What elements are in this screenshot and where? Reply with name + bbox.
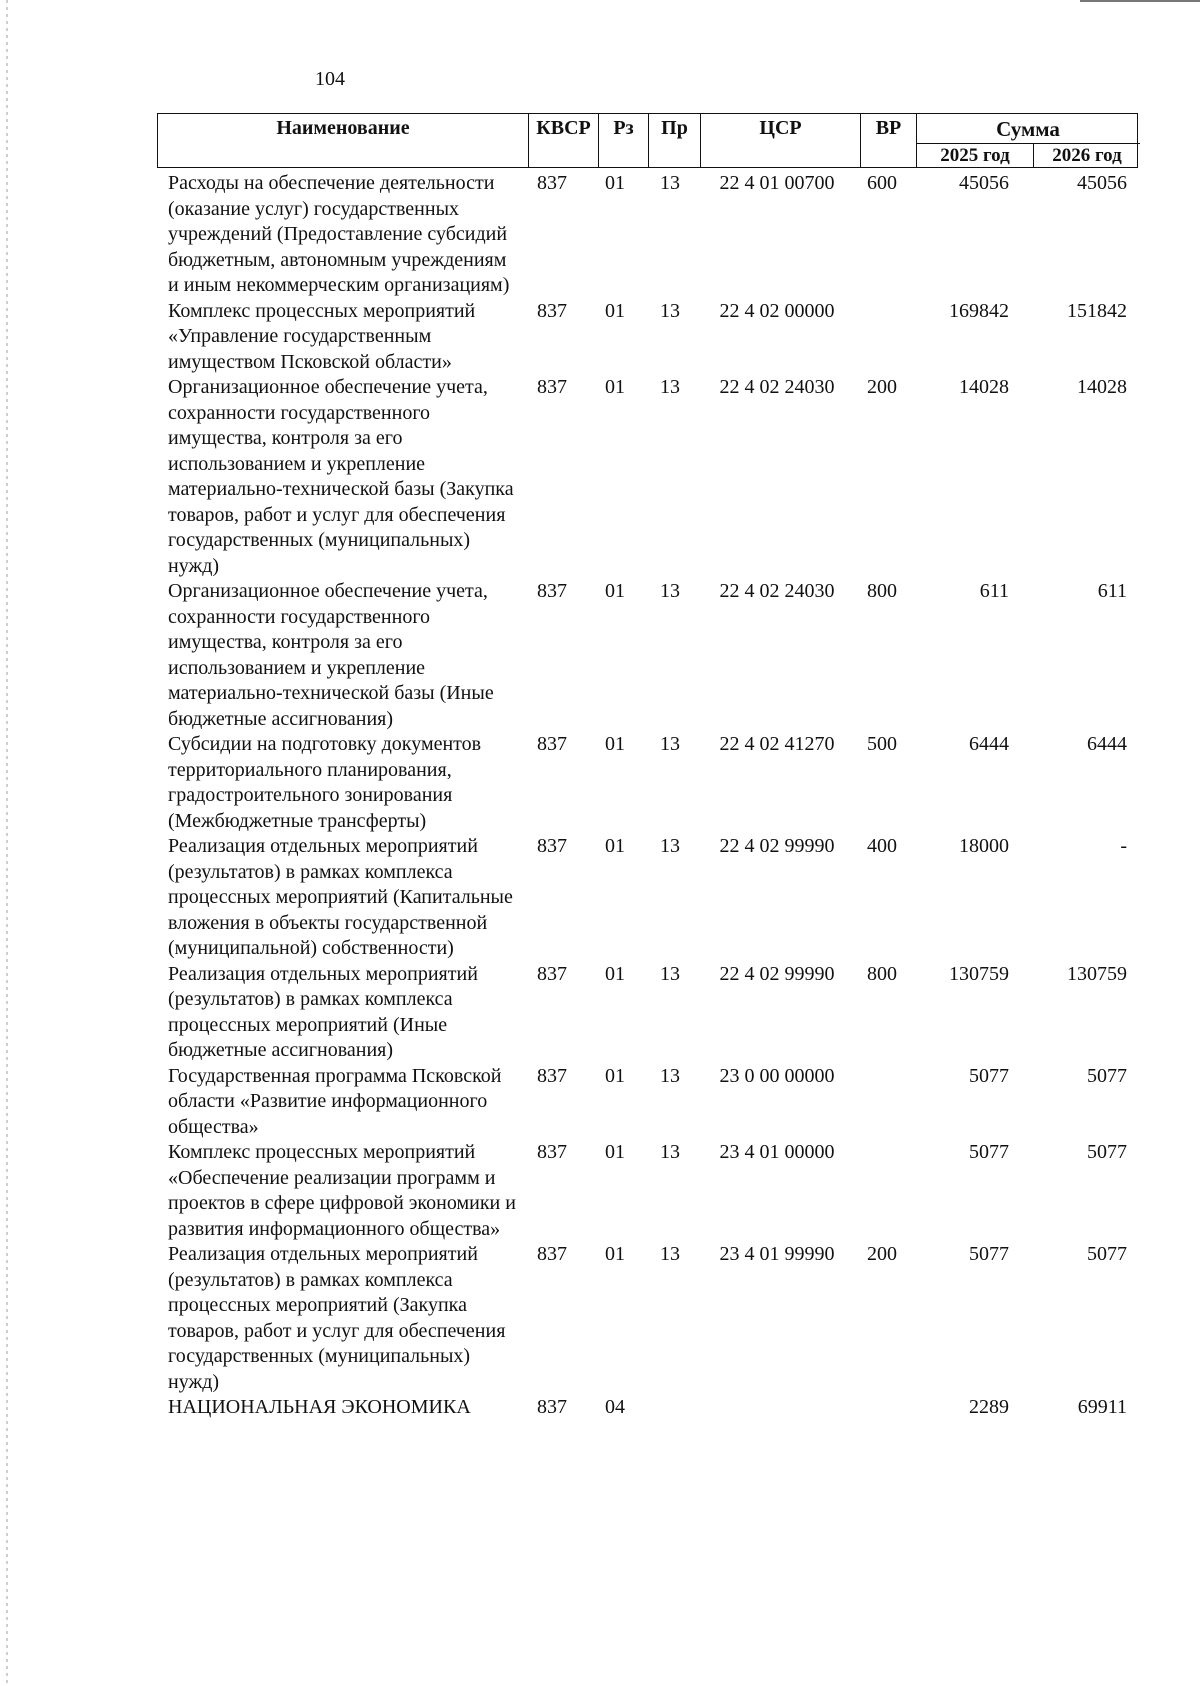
cell-rz: 04	[605, 1396, 625, 1418]
cell-csr: 22 4 02 41270	[719, 733, 835, 755]
cell-kvsr: 837	[537, 376, 567, 398]
cell-csr: 22 4 02 99990	[719, 835, 835, 857]
cell-vr: 600	[867, 172, 897, 194]
header-sum-group	[916, 114, 1139, 167]
cell-pr: 13	[660, 580, 680, 602]
cell-sum-2026: 5077	[1087, 1064, 1127, 1087]
cell-name: Комплекс процессных мероприятий «Управление государственным имуществом Псковской области»	[168, 299, 476, 373]
cell-name: Субсидии на подготовку документов территориального планирования, градостроительного зонирования (Межбюджетные трансферты)	[168, 733, 482, 832]
cell-csr: 23 4 01 00000	[719, 1141, 835, 1163]
cell-name: Реализация отдельных мероприятий (результатов) в рамках комплекса процессных мероприятий (Иные бюджетные ассигнования)	[168, 962, 478, 1061]
cell-name: Организационное обеспечение учета, сохранности государственного имущества, контроля за его использованием и укрепление материально-технической базы (Иные бюджетные ассигнования)	[168, 580, 494, 730]
header-name: Наименование	[276, 117, 410, 139]
cell-sum-2026: 69911	[1077, 1396, 1127, 1418]
cell-sum-2025: 5077	[969, 1243, 1009, 1265]
table-row	[157, 171, 1138, 299]
cell-name: НАЦИОНАЛЬНАЯ ЭКОНОМИКА	[168, 1396, 471, 1418]
cell-name: Комплекс процессных мероприятий «Обеспечение реализации программ и проектов в сфере цифровой экономики и развития информационного общества»	[168, 1141, 516, 1240]
table-row	[157, 299, 1138, 376]
cell-name: Расходы на обеспечение деятельности (оказание услуг) государственных учреждений (Предоставление субсидий бюджетным, автономным учреждениям и иным некоммерческим организациям)	[168, 172, 510, 296]
cell-sum-2026: 5077	[1087, 1243, 1127, 1265]
cell-sum-2026: 45056	[1077, 172, 1127, 194]
cell-pr: 13	[660, 962, 680, 985]
cell-sum-2025: 130759	[949, 962, 1009, 985]
cell-rz: 01	[605, 962, 625, 985]
cell-sum-2025: 5077	[969, 1064, 1009, 1087]
cell-rz: 01	[605, 376, 625, 398]
cell-kvsr: 837	[537, 299, 567, 322]
cell-pr: 13	[660, 835, 680, 857]
table-row	[157, 375, 1138, 579]
cell-sum-2025: 6444	[969, 733, 1009, 755]
cell-kvsr: 837	[537, 1243, 567, 1265]
cell-sum-2025: 45056	[959, 172, 1009, 194]
header-year-2025: 2025 год	[917, 143, 1033, 167]
cell-kvsr: 837	[537, 172, 567, 194]
cell-sum-2025: 18000	[959, 835, 1009, 857]
cell-name: Организационное обеспечение учета, сохранности государственного имущества, контроля за его использованием и укрепление материально-технической базы (Закупка товаров, работ и услуг для обеспечения государственных (муниципальных) нужд)	[168, 376, 514, 577]
header-year-2026: 2026 год	[1033, 143, 1140, 167]
cell-rz: 01	[605, 1141, 625, 1163]
cell-kvsr: 837	[537, 1064, 567, 1087]
cell-csr: 22 4 02 24030	[719, 580, 835, 602]
table-row	[157, 834, 1138, 962]
cell-sum-2025: 2289	[969, 1396, 1009, 1418]
cell-name: Государственная программа Псковской области «Развитие информационного общества»	[168, 1064, 502, 1138]
cell-sum-2026: -	[1120, 835, 1127, 857]
cell-rz: 01	[605, 835, 625, 857]
top-edge-line	[1080, 0, 1200, 2]
page-number: 104	[315, 68, 345, 90]
cell-vr: 400	[867, 835, 897, 857]
header-rz: Рз	[598, 114, 648, 167]
header-vr: ВР	[860, 114, 916, 167]
cell-rz: 01	[605, 299, 625, 322]
cell-kvsr: 837	[537, 733, 567, 755]
cell-kvsr: 837	[537, 962, 567, 985]
cell-sum-2026: 6444	[1087, 733, 1127, 755]
cell-rz: 01	[605, 172, 625, 194]
cell-sum-2025: 169842	[949, 299, 1009, 322]
cell-rz: 01	[605, 733, 625, 755]
cell-name: Реализация отдельных мероприятий (результатов) в рамках комплекса процессных мероприятий (Закупка товаров, работ и услуг для обеспечения государственных (муниципальных) нужд)	[168, 1243, 506, 1393]
cell-sum-2026: 130759	[1067, 962, 1127, 985]
cell-vr: 500	[867, 733, 897, 755]
table-row	[157, 1242, 1138, 1395]
cell-csr: 22 4 02 99990	[719, 962, 835, 985]
table-row	[157, 962, 1138, 1064]
table-header	[157, 113, 1138, 168]
cell-pr: 13	[660, 299, 680, 322]
cell-vr: 200	[867, 1243, 897, 1265]
cell-csr: 23 4 01 99990	[719, 1243, 835, 1265]
cell-sum-2025: 5077	[969, 1141, 1009, 1163]
cell-kvsr: 837	[537, 580, 567, 602]
cell-pr: 13	[660, 1064, 680, 1087]
cell-pr: 13	[660, 733, 680, 755]
cell-rz: 01	[605, 1064, 625, 1087]
cell-sum-2026: 611	[1097, 580, 1127, 602]
cell-vr: 800	[867, 962, 897, 985]
cell-csr: 23 0 00 00000	[719, 1064, 835, 1087]
cell-sum-2025: 611	[979, 580, 1009, 602]
cell-pr: 13	[660, 1243, 680, 1265]
cell-kvsr: 837	[537, 835, 567, 857]
header-sum: Сумма	[996, 117, 1060, 141]
cell-rz: 01	[605, 1243, 625, 1265]
table-body	[157, 171, 1138, 1421]
cell-csr: 22 4 02 00000	[719, 299, 835, 322]
cell-rz: 01	[605, 580, 625, 602]
header-csr: ЦСР	[700, 114, 860, 167]
cell-name: Реализация отдельных мероприятий (результатов) в рамках комплекса процессных мероприятий (Капитальные вложения в объекты государственной (муниципальной) собственности)	[168, 835, 513, 959]
table-row	[157, 1395, 1138, 1421]
cell-pr: 13	[660, 1141, 680, 1163]
cell-sum-2026: 151842	[1067, 299, 1127, 322]
cell-pr: 13	[660, 376, 680, 398]
cell-kvsr: 837	[537, 1141, 567, 1163]
header-kvsr: КВСР	[528, 114, 598, 167]
cell-vr: 200	[867, 376, 897, 398]
cell-csr: 22 4 01 00700	[719, 172, 835, 194]
cell-pr: 13	[660, 172, 680, 194]
header-pr: Пр	[648, 114, 700, 167]
cell-csr: 22 4 02 24030	[719, 376, 835, 398]
cell-sum-2026: 5077	[1087, 1141, 1127, 1163]
table-row	[157, 1140, 1138, 1242]
table-row	[157, 732, 1138, 834]
cell-vr: 800	[867, 580, 897, 602]
table-row	[157, 579, 1138, 732]
table-row	[157, 1064, 1138, 1141]
cell-sum-2025: 14028	[959, 376, 1009, 398]
scan-left-edge	[6, 0, 8, 1686]
cell-kvsr: 837	[537, 1396, 567, 1418]
cell-sum-2026: 14028	[1077, 376, 1127, 398]
